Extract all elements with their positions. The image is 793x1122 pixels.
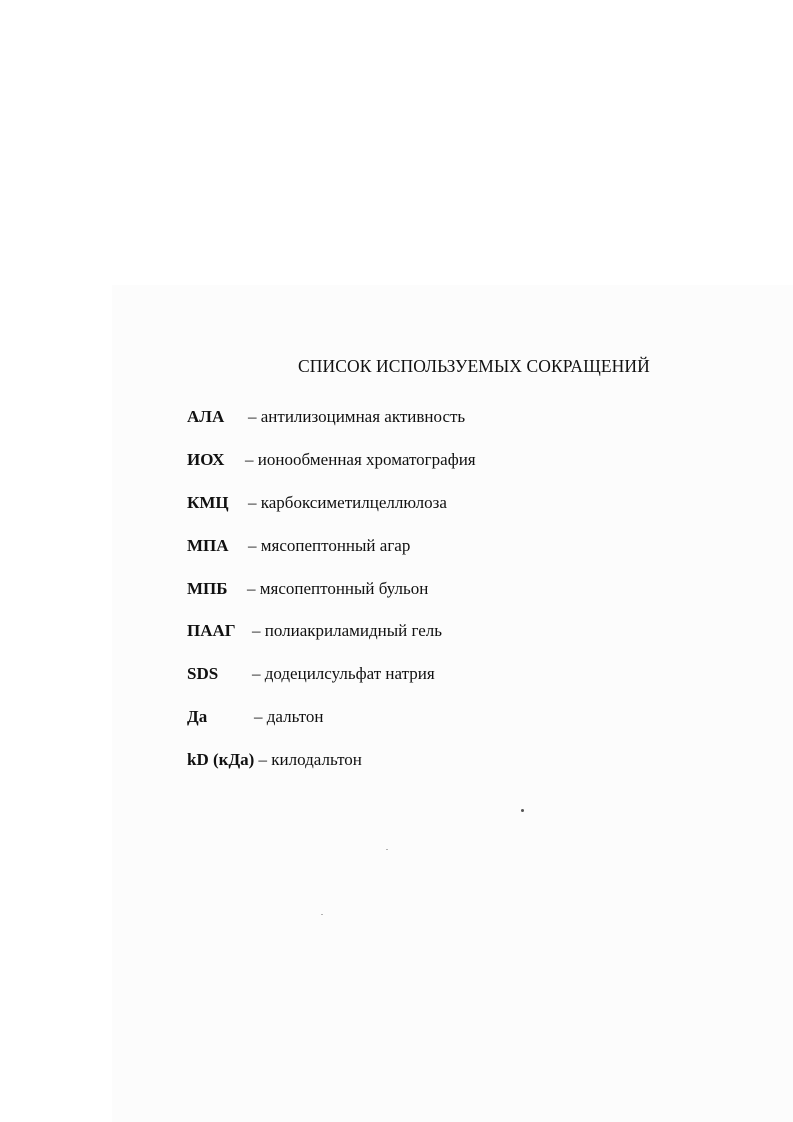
abbreviation-definition: – полиакриламидный гель xyxy=(252,621,443,640)
abbreviation-term: АЛА xyxy=(187,407,225,426)
abbreviation-definition: – мясопептонный агар xyxy=(248,536,411,555)
abbreviation-term: МПА xyxy=(187,536,229,555)
abbreviation-definition: – дальтон xyxy=(254,707,324,726)
abbreviation-term: kD (кДа) xyxy=(187,750,255,769)
abbreviation-term: SDS xyxy=(187,664,219,683)
abbreviation-term: КМЦ xyxy=(187,493,229,512)
abbreviation-definition: – антилизоцимная активность xyxy=(248,407,466,426)
abbreviation-term: Да xyxy=(187,707,208,726)
abbreviation-definition: – мясопептонный бульон xyxy=(247,579,429,598)
abbreviation-definition: – карбоксиметилцеллюлоза xyxy=(248,493,447,512)
scan-speck xyxy=(321,914,323,915)
scan-speck xyxy=(521,809,524,812)
abbreviation-term: ИОХ xyxy=(187,450,225,469)
abbreviation-term: МПБ xyxy=(187,579,228,598)
abbreviation-definition: – килодальтон xyxy=(254,750,362,769)
abbreviation-term: ПААГ xyxy=(187,621,236,640)
abbreviation-definition: – ионообменная хроматография xyxy=(245,450,476,469)
abbreviation-entry-kd xyxy=(187,750,362,772)
abbreviation-definition: – додецилсульфат натрия xyxy=(252,664,435,683)
scan-speck xyxy=(386,849,388,850)
page-title: СПИСОК ИСПОЛЬЗУЕМЫХ СОКРАЩЕНИЙ xyxy=(298,356,650,376)
